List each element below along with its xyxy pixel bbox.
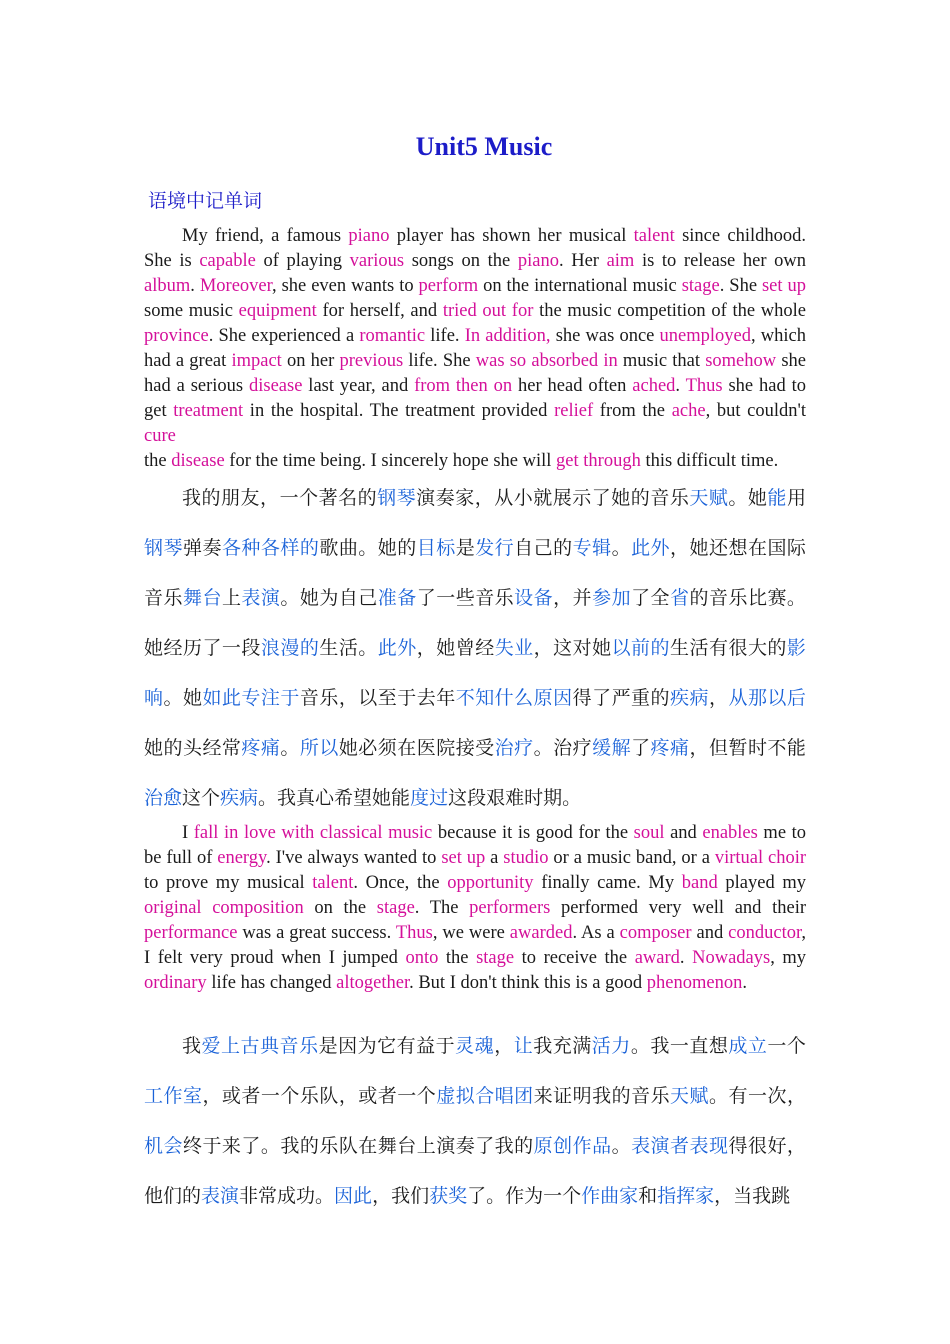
text-run: 。治疗	[533, 737, 593, 759]
vocab-term: onto	[405, 948, 439, 968]
text-run: 我的朋友，一个著名的	[182, 487, 378, 509]
text-run: 。	[611, 1135, 632, 1157]
text-run: the	[144, 451, 172, 471]
vocab-term: 准备	[377, 587, 417, 609]
text-run: on her	[281, 351, 340, 371]
vocab-term: energy	[217, 848, 267, 868]
vocab-term: relief	[554, 401, 594, 421]
text-run: 这段艰难时期。	[448, 787, 582, 809]
vocab-term: province	[144, 326, 209, 346]
text-run: on the international music	[478, 276, 682, 296]
text-run: My friend, a famous	[182, 226, 349, 246]
text-run: . Once, the	[353, 873, 448, 893]
vocab-term: 灵魂	[455, 1035, 495, 1057]
vocab-term: talent	[633, 226, 675, 246]
vocab-term: 钢琴	[144, 537, 183, 559]
vocab-term: original	[144, 898, 202, 918]
vocab-term: 天赋	[689, 487, 729, 509]
text-run: because it is good for the	[432, 823, 634, 843]
text-run: ，我们	[372, 1185, 430, 1207]
text-run: 这个	[182, 787, 221, 809]
text-run: 。我真心希望她能	[258, 787, 411, 809]
text-run: ，	[494, 1035, 514, 1057]
text-run: her head often	[512, 376, 633, 396]
vocab-term: enables	[702, 823, 758, 843]
text-run: she had to get	[144, 376, 807, 421]
text-run: is to release her own	[634, 251, 806, 271]
vocab-term: previous	[339, 351, 404, 371]
text-run: life.	[425, 326, 465, 346]
vocab-term: Thus	[395, 923, 433, 943]
text-run: songs on the	[404, 251, 518, 271]
vocab-term: romantic	[359, 326, 426, 346]
vocab-term: stage	[681, 276, 720, 296]
text-run: last year, and	[302, 376, 415, 396]
text-run: I	[182, 823, 194, 843]
vocab-term: 疼痛	[650, 737, 690, 759]
text-run: , I felt very proud when I jumped	[144, 923, 806, 968]
text-run: 和	[638, 1185, 658, 1207]
vocab-term: 从那以后	[728, 687, 806, 709]
vocab-term: 不知什么原因	[455, 687, 573, 709]
vocab-term: disease	[248, 376, 303, 396]
vocab-term: perform	[418, 276, 479, 296]
text-run: ，但暂时不能	[689, 737, 806, 759]
vocab-term: 表演	[241, 587, 281, 609]
passage-1-chinese	[144, 473, 806, 823]
vocab-term: 目标	[416, 537, 456, 559]
vocab-term: composer	[619, 923, 692, 943]
vocab-term: 参加	[592, 587, 632, 609]
vocab-term: ached	[632, 376, 676, 396]
passage-2-chinese	[144, 1021, 806, 1221]
vocab-term: band	[681, 873, 718, 893]
text-run: 自己的	[514, 537, 573, 559]
text-run: . She	[719, 276, 762, 296]
vocab-term: set up	[761, 276, 806, 296]
text-run: . As a	[572, 923, 620, 943]
vocab-term: 疾病	[670, 687, 709, 709]
text-run: 用	[786, 487, 806, 509]
text-run: .	[679, 948, 693, 968]
text-run: ，	[708, 687, 729, 709]
vocab-term: 获奖	[429, 1185, 468, 1207]
text-run: . The	[414, 898, 470, 918]
vocab-term: various	[349, 251, 405, 271]
text-run: 。她	[163, 687, 203, 709]
vocab-term: somehow	[705, 351, 777, 371]
text-run: ，并	[553, 587, 593, 609]
text-run: 了	[631, 737, 651, 759]
page-title: Unit5 Music	[415, 132, 553, 161]
vocab-term: 指挥家	[657, 1185, 715, 1207]
text-run: player has shown her musical	[389, 226, 634, 246]
vocab-term: 以前的	[611, 637, 671, 659]
vocab-term: 失业	[494, 637, 534, 659]
vocab-term: 表演	[201, 1185, 240, 1207]
vocab-term: tried out for	[442, 301, 534, 321]
text-run: . Her	[558, 251, 607, 271]
vocab-term: 让	[513, 1035, 534, 1057]
text-run: 终于来了。我的乐队在舞台上演奏了我的	[182, 1135, 534, 1157]
text-run: to receive the	[514, 948, 635, 968]
vocab-term: Thus	[685, 376, 723, 396]
text-run: , but couldn't	[705, 401, 807, 421]
text-run	[202, 898, 213, 918]
vocab-term: ache	[671, 401, 706, 421]
text-run: 我充满	[533, 1035, 592, 1057]
vocab-term: 能	[767, 487, 787, 509]
text-run: 生活。	[319, 637, 378, 659]
text-run: ，她还想在国际音乐	[144, 537, 806, 609]
vocab-term: 作曲家	[581, 1185, 639, 1207]
text-run: .	[675, 376, 686, 396]
text-run: me to be full of	[144, 823, 807, 868]
vocab-term: piano	[348, 226, 390, 246]
text-run: 。	[280, 737, 300, 759]
vocab-term: unemployed	[659, 326, 751, 346]
text-run: ，或者一个乐队，或者一个	[202, 1085, 437, 1107]
passage-1-english	[144, 224, 806, 474]
vocab-term: 省	[670, 587, 690, 609]
vocab-term: phenomenon	[646, 973, 743, 993]
text-run: 得很好，他们的	[144, 1135, 806, 1207]
text-run: life has changed	[206, 973, 337, 993]
vocab-term: album	[144, 276, 191, 296]
vocab-term: impact	[231, 351, 282, 371]
vocab-term: 所以	[299, 737, 339, 759]
vocab-term: virtual choir	[714, 848, 807, 868]
text-run: , my	[770, 948, 807, 968]
text-run: the	[438, 948, 477, 968]
text-run: ，当我跳	[714, 1185, 791, 1207]
vocab-term: 舞台	[182, 587, 222, 609]
vocab-term: was so absorbed in	[475, 351, 618, 371]
vocab-term: disease	[171, 451, 225, 471]
text-run: for the time being. I sincerely hope she will	[224, 451, 557, 471]
vocab-term: 缓解	[592, 737, 632, 759]
vocab-term: 各种各样的	[221, 537, 320, 559]
vocab-term: performance	[144, 923, 238, 943]
vocab-term: performers	[469, 898, 551, 918]
text-run: ，这对她	[533, 637, 612, 659]
text-run: or a music band, or a	[548, 848, 715, 868]
text-run: of playing	[255, 251, 350, 271]
vocab-term: set up	[441, 848, 486, 868]
text-run: she was once	[550, 326, 660, 346]
vocab-term: 工作室	[144, 1085, 203, 1107]
text-run: 了。作为一个	[467, 1185, 582, 1207]
text-run: finally came. My	[533, 873, 682, 893]
text-run: music that	[617, 351, 706, 371]
text-run: since childhood. She is	[144, 226, 806, 271]
text-run: played my	[717, 873, 806, 893]
text-run: 。她为自己	[280, 587, 378, 609]
text-run: ，她曾经	[416, 637, 495, 659]
text-run: 。	[611, 537, 632, 559]
vocab-term: 爱上古典音乐	[201, 1035, 319, 1057]
text-run: performed very well and their	[550, 898, 806, 918]
text-run: 来证明我的音乐	[533, 1085, 671, 1107]
vocab-term: opportunity	[447, 873, 534, 893]
text-run: 歌曲。她的	[319, 537, 417, 559]
vocab-term: 治愈	[144, 787, 183, 809]
vocab-term: 天赋	[670, 1085, 710, 1107]
text-run: 我	[182, 1035, 202, 1057]
text-run: and	[691, 923, 729, 943]
vocab-term: award	[634, 948, 680, 968]
vocab-term: altogether	[336, 973, 410, 993]
vocab-term: soul	[633, 823, 665, 843]
vocab-term: composition	[212, 898, 304, 918]
text-run: some music	[144, 301, 239, 321]
vocab-term: studio	[503, 848, 549, 868]
text-run: . She experienced a	[208, 326, 360, 346]
vocab-term: 设备	[514, 587, 554, 609]
text-run: 得了严重的	[572, 687, 671, 709]
text-run: to prove my musical	[144, 873, 313, 893]
vocab-term: 发行	[475, 537, 515, 559]
vocab-term: stage	[376, 898, 415, 918]
text-run: in the hospital. The treatment provided	[243, 401, 555, 421]
vocab-term: ordinary	[144, 973, 207, 993]
vocab-term: 活力	[591, 1035, 631, 1057]
vocab-term: 钢琴	[377, 487, 417, 509]
vocab-term: 专辑	[572, 537, 612, 559]
vocab-term: aim	[606, 251, 635, 271]
vocab-term: cure	[144, 426, 176, 446]
vocab-term: 浪漫的	[260, 637, 320, 659]
text-run: was a great success.	[237, 923, 396, 943]
text-run: 非常成功。	[239, 1185, 335, 1207]
passage-2-english	[144, 821, 806, 996]
vocab-term: treatment	[173, 401, 244, 421]
text-run: 是因为它有益于	[318, 1035, 456, 1057]
text-run: 了全	[631, 587, 671, 609]
vocab-term: 成立	[728, 1035, 768, 1057]
text-run: 。有一次，	[709, 1085, 806, 1107]
vocab-term: In addition,	[464, 326, 551, 346]
vocab-term: Nowadays	[692, 948, 771, 968]
text-run: .	[190, 276, 200, 296]
vocab-term: talent	[312, 873, 354, 893]
text-run: a	[485, 848, 504, 868]
text-run: from the	[593, 401, 672, 421]
text-run: . I've always wanted to	[266, 848, 442, 868]
vocab-term: 虚拟合唱团	[436, 1085, 534, 1107]
text-run: 一个	[767, 1035, 806, 1057]
vocab-term: awarded	[509, 923, 573, 943]
text-run: and	[664, 823, 703, 843]
section-heading: 语境中记单词	[148, 190, 263, 212]
text-run: 生活有很大的	[670, 637, 787, 659]
vocab-term: 表现	[689, 1135, 729, 1157]
text-run: for herself, and	[316, 301, 443, 321]
text-run: . But I don't think this is a good	[409, 973, 647, 993]
text-run: , which had a great	[144, 326, 806, 371]
vocab-term: 此外	[631, 537, 671, 559]
text-run: 音乐，以至于去年	[299, 687, 456, 709]
vocab-term: conductor	[728, 923, 802, 943]
vocab-term: 表演者	[631, 1135, 690, 1157]
text-run: this difficult time.	[640, 451, 779, 471]
vocab-term: capable	[199, 251, 256, 271]
vocab-term: Moreover	[199, 276, 273, 296]
text-run: life. She	[403, 351, 476, 371]
vocab-term: get through	[556, 451, 641, 471]
text-run: .	[742, 973, 747, 993]
vocab-term: 度过	[410, 787, 449, 809]
text-run: 她的头经常	[144, 737, 242, 759]
vocab-term: 疾病	[220, 787, 259, 809]
text-run: 。我一直想	[630, 1035, 729, 1057]
text-run: , we were	[432, 923, 510, 943]
vocab-term: 如此专注于	[202, 687, 300, 709]
text-run: 是	[455, 537, 476, 559]
vocab-term: piano	[517, 251, 559, 271]
text-run: the music competition of the whole	[533, 301, 806, 321]
vocab-term: 疼痛	[241, 737, 281, 759]
text-run: 的音乐比赛。她经历了一段	[144, 587, 806, 659]
text-run: 弹奏	[182, 537, 222, 559]
vocab-term: 原创作品	[533, 1135, 612, 1157]
text-run: 。她	[728, 487, 768, 509]
text-run: 演奏家，从小就展示了她的音乐	[416, 487, 690, 509]
vocab-term: 影响	[144, 637, 806, 709]
text-run: she had a serious	[144, 351, 806, 396]
vocab-term: 治疗	[494, 737, 534, 759]
vocab-term: 机会	[144, 1135, 183, 1157]
text-run: on the	[303, 898, 377, 918]
vocab-term: 因此	[334, 1185, 373, 1207]
text-run: 上	[221, 587, 242, 609]
text-run: 了一些音乐	[416, 587, 515, 609]
vocab-term: 此外	[377, 637, 417, 659]
vocab-term: fall in love with classical music	[193, 823, 433, 843]
vocab-term: from then on	[414, 376, 513, 396]
text-run: 她必须在医院接受	[338, 737, 495, 759]
text-run: , she even wants to	[272, 276, 419, 296]
vocab-term: stage	[476, 948, 515, 968]
vocab-term: equipment	[238, 301, 317, 321]
